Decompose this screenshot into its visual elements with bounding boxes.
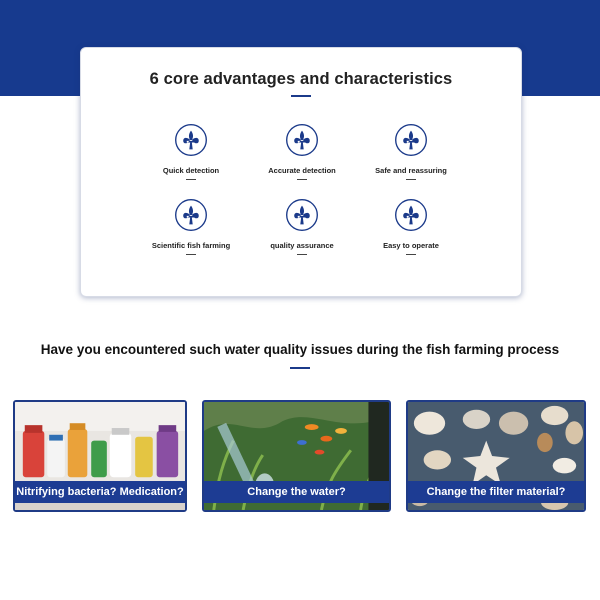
feature-dash [297,254,307,255]
feature-label: Accurate detection [268,166,336,175]
fleur-de-lis-icon [174,123,208,157]
fleur-de-lis-icon [394,198,428,232]
feature-label: quality assurance [270,241,334,250]
feature-label: Safe and reassuring [375,166,447,175]
fleur-de-lis-icon [174,198,208,232]
feature-dash [297,179,307,180]
issue-caption: Change the water? [204,481,389,503]
feature-dash [406,254,416,255]
feature-label: Easy to operate [383,241,439,250]
feature-dash [406,179,416,180]
issue-tile-filter-material [406,400,586,512]
feature-scientific-fish-farming [131,198,251,255]
fleur-de-lis-icon [285,123,319,157]
feature-quick-detection [131,123,251,180]
feature-accurate-detection [242,123,362,180]
advantages-card [80,47,522,297]
issue-tile-water-change [202,400,391,512]
feature-dash [186,254,196,255]
issue-caption: Change the filter material? [408,481,584,503]
feature-easy-to-operate [351,198,471,255]
feature-label: Quick detection [162,166,220,175]
feature-safe-and-reassuring [351,123,471,180]
issue-caption: Nitrifying bacteria? Medication? [15,481,185,503]
card-title: 6 core advantages and characteristics [149,70,453,88]
feature-dash [186,179,196,180]
feature-quality-assurance [242,198,362,255]
fleur-de-lis-icon [285,198,319,232]
issues-title: Have you encountered such water quality issues during the fish farming process [40,342,560,357]
feature-label: Scientific fish farming [151,241,231,250]
issues-title-underline [290,367,310,369]
title-underline [291,95,311,97]
fleur-de-lis-icon [394,123,428,157]
issue-tile-medication [13,400,187,512]
